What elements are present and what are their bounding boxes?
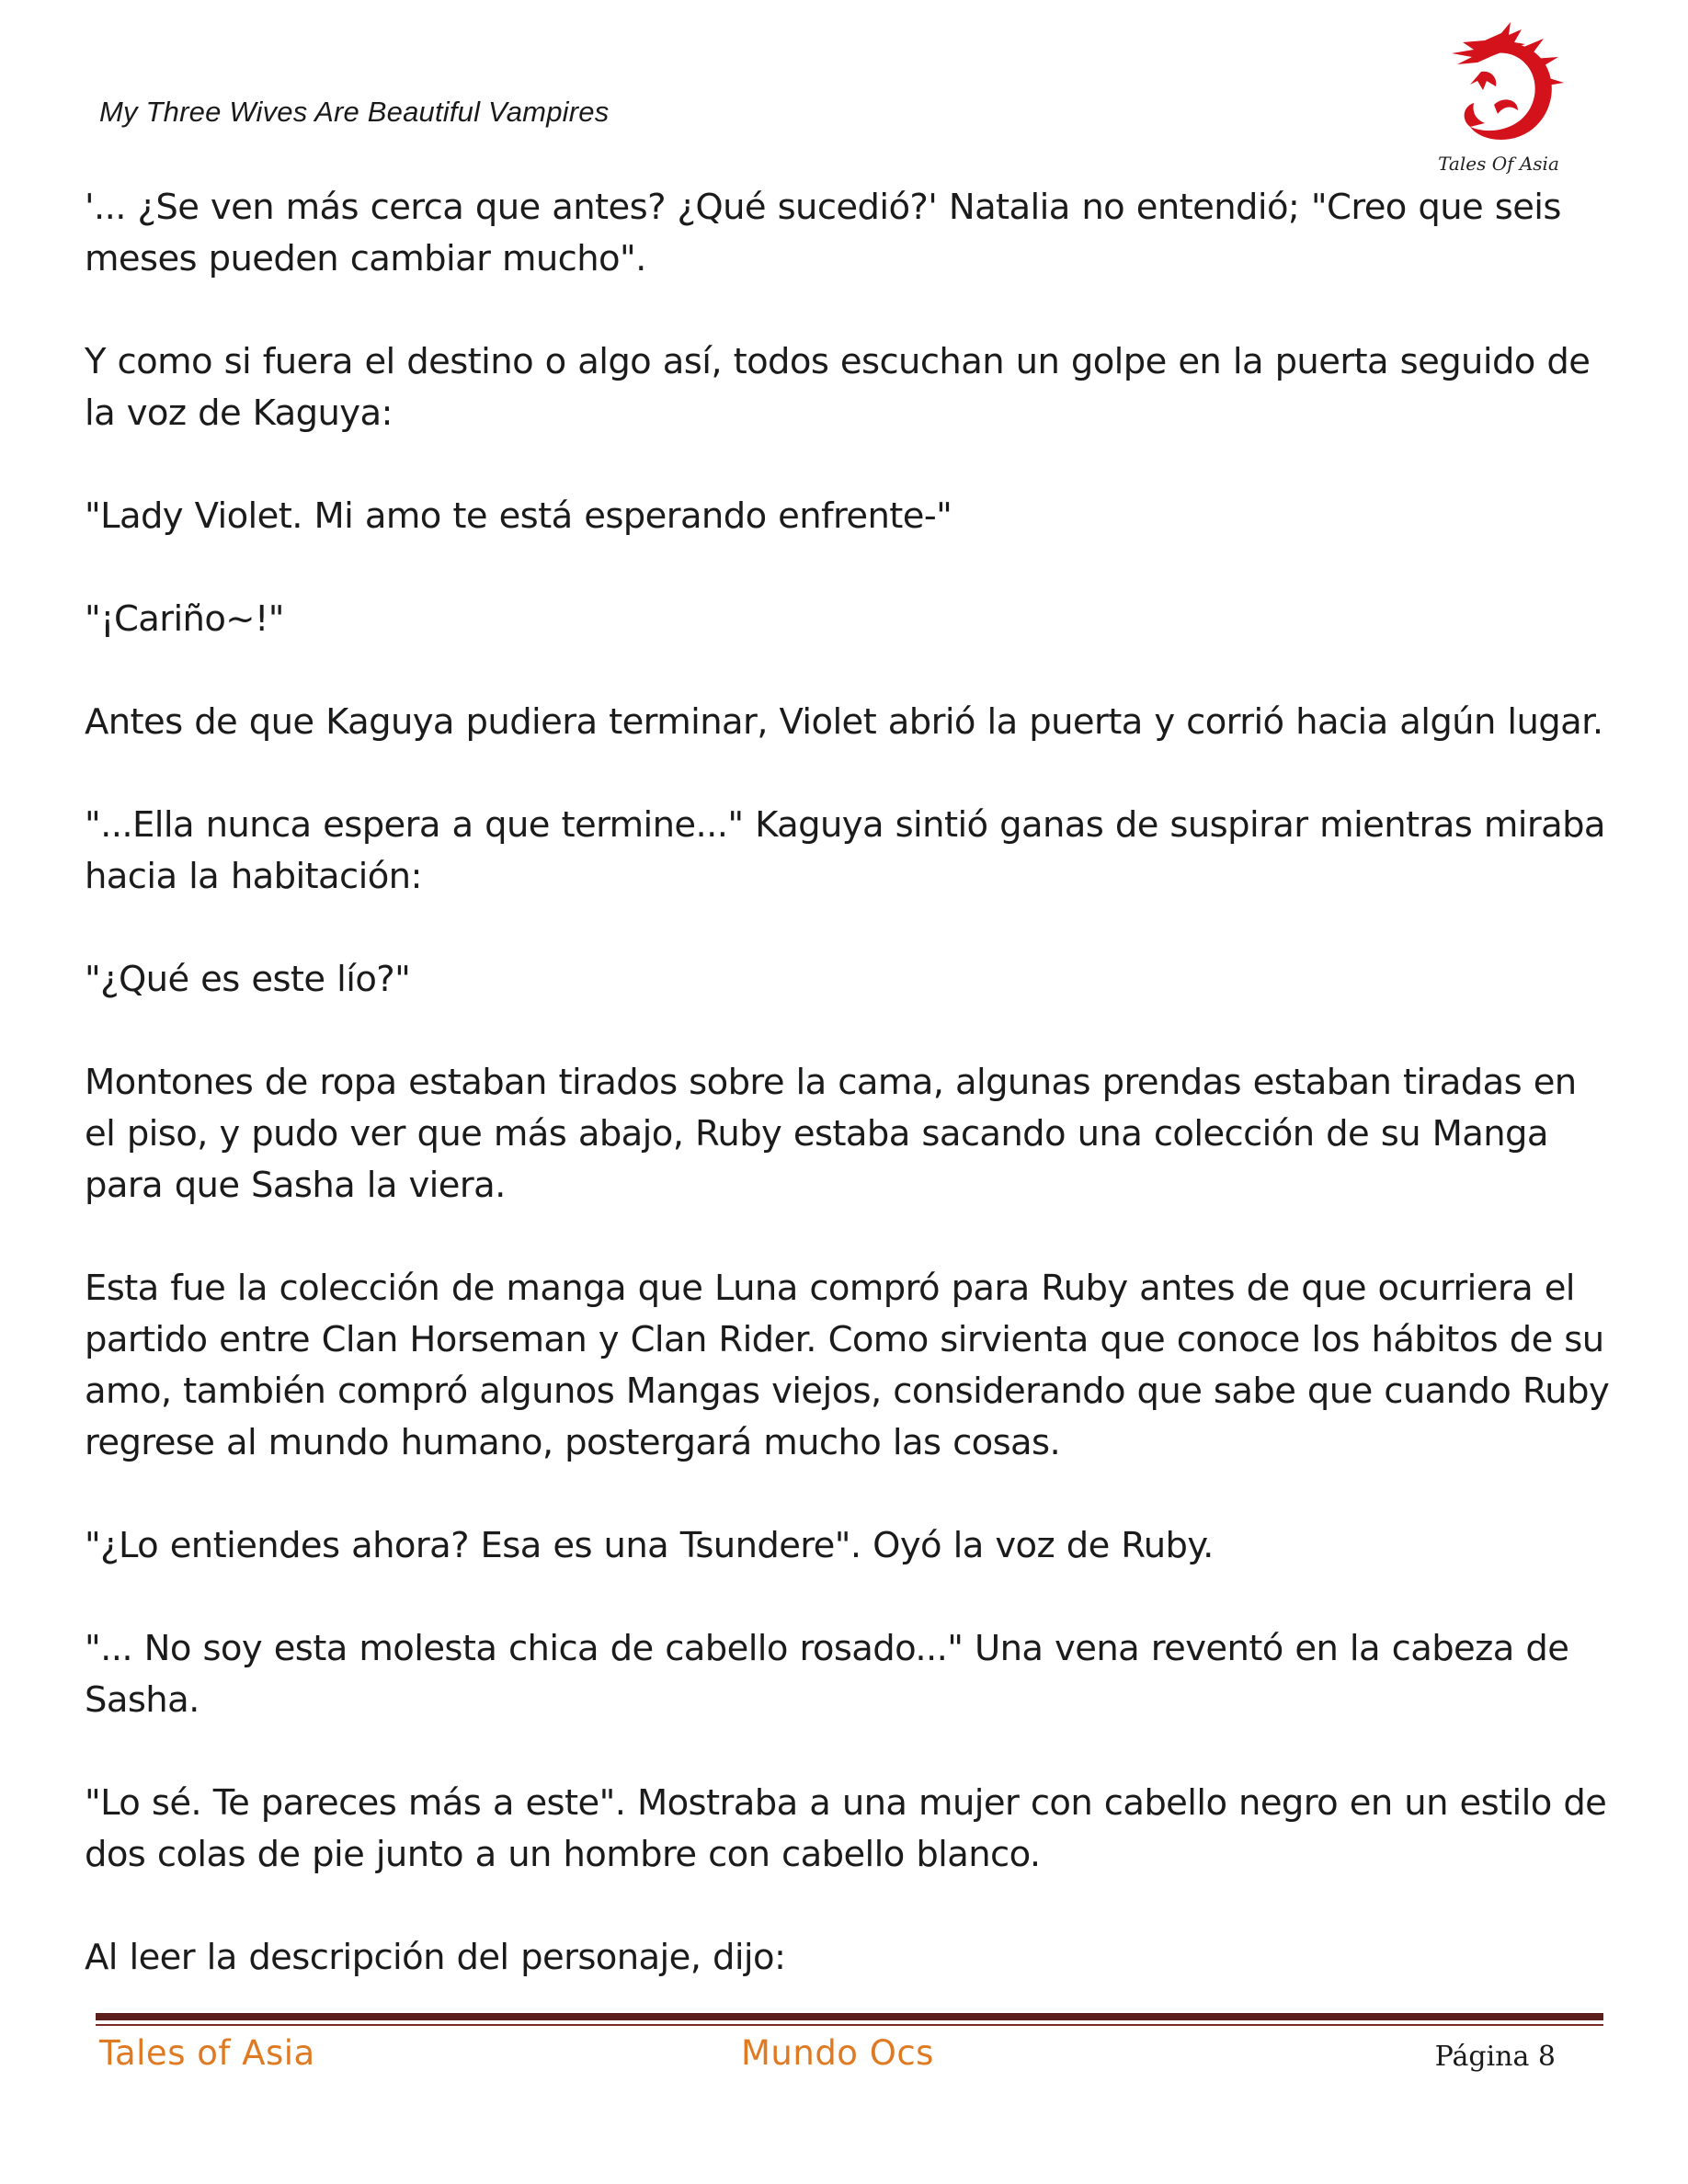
paragraph: Antes de que Kaguya pudiera terminar, Violet abrió la puerta y corrió hacia algún lugar.	[85, 701, 1603, 743]
paragraph: Y como si fuera el destino o algo así, todos escuchan un golpe en la puerta seguido de la voz de Kaguya:	[85, 341, 1591, 434]
chapter-body	[85, 182, 1611, 1984]
footer-divider-thin	[96, 2024, 1603, 2026]
paragraph: "Lady Violet. Mi amo te está esperando enfrente-"	[85, 495, 952, 537]
tales-of-asia-logo	[1430, 17, 1568, 182]
footer-section-name: Mundo Ocs	[741, 2033, 934, 2073]
header-title: My Three Wives Are Beautiful Vampires	[99, 96, 610, 128]
logo-text: Tales Of Asia	[1438, 153, 1559, 175]
paragraph: '... ¿Se ven más cerca que antes? ¿Qué sucedió?' Natalia no entendió; "Creo que seis meses pueden cambiar mucho".	[85, 187, 1561, 279]
paragraph: "...Ella nunca espera a que termine..." Kaguya sintió ganas de suspirar mientras miraba hacia la habitación:	[85, 804, 1605, 897]
paragraph: Esta fue la colección de manga que Luna compró para Ruby antes de que ocurriera el partido entre Clan Horseman y Clan Rider. Como sirvienta que conoce los hábitos de su amo, también compró algunos Mangas viejos, considerando que sabe que cuando Ruby regrese al mundo humano, postergará mucho las cosas.	[85, 1268, 1610, 1463]
paragraph: Montones de ropa estaban tirados sobre la cama, algunas prendas estaban tiradas en el piso, y pudo ver que más abajo, Ruby estaba sacando una colección de su Manga para que Sasha la viera.	[85, 1062, 1577, 1206]
paragraph: "¿Lo entiendes ahora? Esa es una Tsundere". Oyó la voz de Ruby.	[85, 1525, 1214, 1566]
paragraph: "¡Cariño~!"	[85, 598, 284, 640]
paragraph: Al leer la descripción del personaje, dijo:	[85, 1937, 786, 1978]
page-number: Página 8	[1434, 2041, 1556, 2073]
paragraph: "¿Qué es este lío?"	[85, 959, 411, 1000]
paragraph: "Lo sé. Te pareces más a este". Mostraba a una mujer con cabello negro en un estilo de dos colas de pie junto a un hombre con cabello blanco.	[85, 1782, 1607, 1875]
paragraph: "... No soy esta molesta chica de cabello rosado..." Una vena reventó en la cabeza de Sasha.	[85, 1628, 1569, 1721]
footer-site-name: Tales of Asia	[99, 2033, 315, 2073]
footer-divider	[96, 2013, 1603, 2020]
